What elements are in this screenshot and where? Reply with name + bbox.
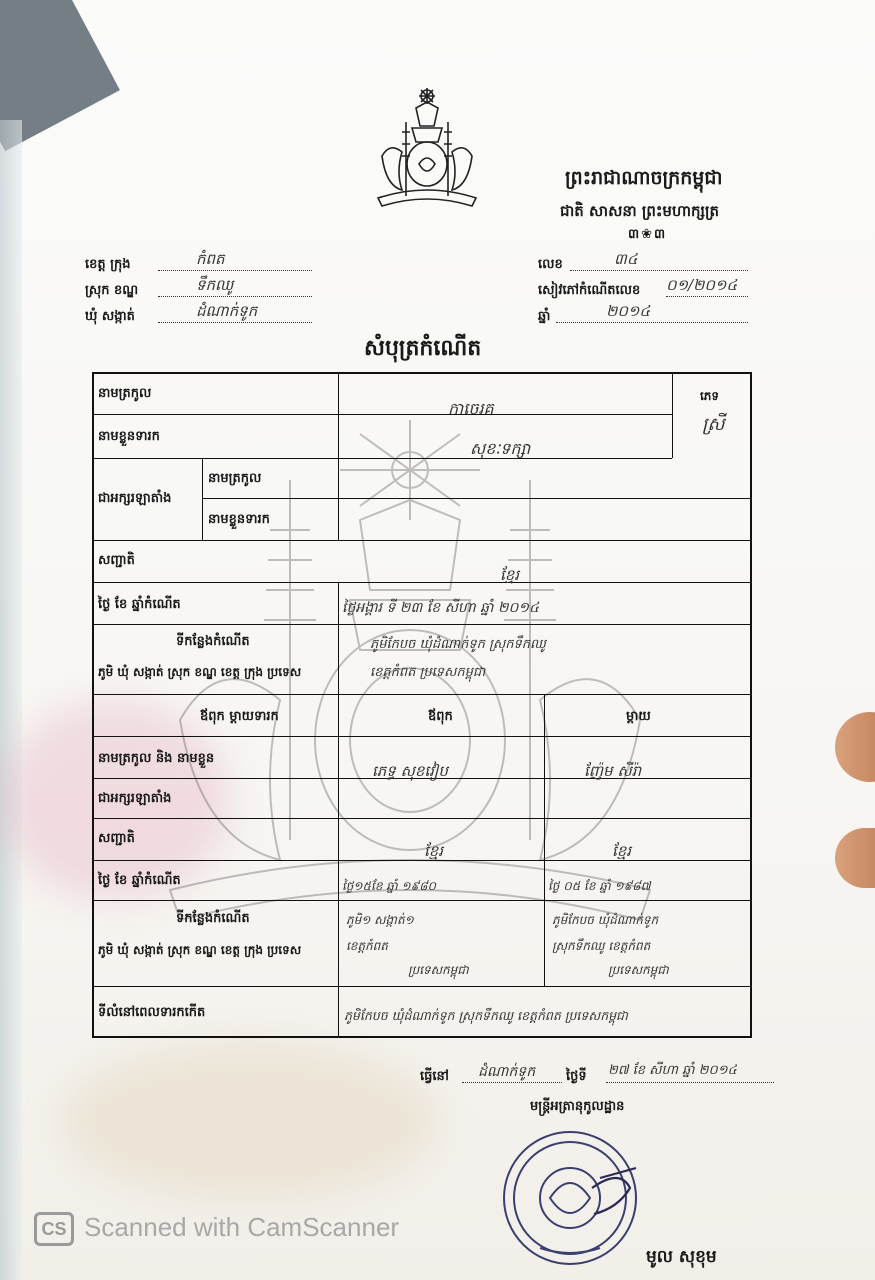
mother-pob-line1: ភូមិកែបច ឃុំដំណាក់ទូក <box>552 913 659 927</box>
province-value: កំពត <box>196 250 225 268</box>
residence-label: ទីលំនៅពេលទារកកើត <box>98 1005 206 1020</box>
parents-header-label: ឪពុក ម្តាយទារក <box>200 709 279 724</box>
row-divider <box>92 582 752 583</box>
page-edge-shadow <box>0 120 22 1280</box>
sex-label: ភេទ <box>700 389 720 403</box>
camscanner-logo-icon: CS <box>34 1212 74 1246</box>
date-label: ថ្ងៃទី <box>566 1069 587 1084</box>
col-divider <box>338 986 339 1038</box>
registry-number-value: ៣៤ <box>614 250 638 268</box>
registry-number-label: លេខ <box>538 257 563 272</box>
father-pob-line1: ភូមិ១ សង្កាត់១ <box>346 913 414 927</box>
registry-year-value: ២០១៤ <box>606 302 650 320</box>
child-surname-value: កាចេរគ <box>448 399 494 418</box>
col-divider <box>672 372 673 458</box>
sex-value: ស្រី <box>702 414 725 435</box>
registry-year-label: ឆ្នាំ <box>538 309 551 324</box>
child-latin-given-label: នាមខ្លួនទារក <box>208 512 270 527</box>
mother-name-value: ញ៉ែម សីរ៉ា <box>584 762 642 780</box>
row-divider <box>92 818 752 819</box>
child-pob-value-line1: ភូមិកែបច ឃុំដំណាក់ទូក ស្រុកទឹកឈូ <box>370 637 546 652</box>
child-nationality-label: សញ្ជាតិ <box>98 553 135 568</box>
province-label: ខេត្ត ក្រុង <box>85 257 131 272</box>
parent-dob-label: ថ្ងៃ ខែ ឆ្នាំកំណើត <box>98 873 181 888</box>
row-divider <box>92 860 752 861</box>
row-divider <box>92 624 752 625</box>
mother-dob-value: ថ្ងៃ ០៥ ខែ ឆ្នាំ ១៩៨៧ <box>548 879 651 893</box>
child-surname-label: នាមត្រកូល <box>98 386 152 401</box>
father-name-value: ភេទ្ធ សុខវៀប <box>372 762 448 780</box>
child-latin-label: ជាអក្សរឡាតាំង <box>98 491 172 506</box>
parent-nationality-label: សញ្ជាតិ <box>98 831 135 846</box>
child-nationality-value: ខ្មែរ <box>500 566 520 584</box>
kingdom-heading: ព្រះរាជាណាចក្រកម្ពុជា <box>565 167 723 189</box>
row-divider <box>92 986 752 987</box>
document-title: សំបុត្រកំណើត <box>364 336 482 361</box>
father-column-header: ឪពុក <box>428 709 453 724</box>
parent-pob-label: ទីកន្លែងកំណើត <box>176 911 250 926</box>
row-divider <box>202 498 752 499</box>
row-divider <box>92 900 752 901</box>
father-nationality-value: ខ្មែរ <box>424 842 444 860</box>
col-divider <box>338 372 339 540</box>
mother-pob-line3: ប្រទេសកម្ពុជា <box>608 963 669 977</box>
mother-pob-line2: ស្រុកទឹកឈូ ខេត្តកំពត <box>552 939 651 953</box>
row-divider <box>92 540 752 541</box>
residence-value: ភូមិកែបច ឃុំដំណាក់ទូក ស្រុកទឹកឈូ ខេត្តកំពត ប្រទេសកម្ពុជា <box>344 1008 628 1023</box>
father-pob-line3: ប្រទេសកម្ពុជា <box>408 963 469 977</box>
child-given-name-label: នាមខ្លួនទារក <box>98 429 160 444</box>
child-pob-value-line2: ខេត្តកំពត ប្រទេសកម្ពុជា <box>370 665 486 680</box>
child-dob-value: ថ្ងៃអង្គារ ទី ២៣ ខែ សីហា ឆ្នាំ ២០១៤ <box>342 600 539 616</box>
birth-book-value: ០១/២០១៤ <box>666 276 737 294</box>
made-at-value: ដំណាក់ទូក <box>478 1064 536 1080</box>
mother-nationality-value: ខ្មែរ <box>612 842 632 860</box>
father-pob-line2: ខេត្តកំពត <box>346 939 388 953</box>
row-divider <box>92 736 752 737</box>
row-divider <box>92 414 672 415</box>
child-given-name-value: សុខៈទក្សា <box>470 439 531 458</box>
paper-stain <box>60 1040 440 1200</box>
motto-line: ជាតិ សាសនា ព្រះមហាក្សត្រ <box>560 202 719 220</box>
finger-shadow <box>835 712 875 782</box>
commune-label: ឃុំ សង្កាត់ <box>85 309 135 324</box>
child-latin-surname-label: នាមត្រកូល <box>208 471 262 486</box>
camscanner-watermark-text: Scanned with CamScanner <box>84 1212 400 1242</box>
child-pob-label: ទីកន្លែងកំណើត <box>176 634 250 649</box>
finger-shadow <box>835 828 875 888</box>
row-divider <box>92 694 752 695</box>
registry-number-line <box>570 270 748 271</box>
commune-value: ដំណាក់ទូក <box>196 302 258 320</box>
mother-column-header: ម្តាយ <box>626 709 651 724</box>
district-label: ស្រុក ខណ្ឌ <box>85 283 139 298</box>
child-pob-sub-label: ភូមិ ឃុំ សង្កាត់ ស្រុក ខណ្ឌ ខេត្ត ក្រុង ប្រទេស <box>98 665 302 679</box>
official-seal-icon <box>500 1128 640 1268</box>
col-divider <box>338 694 339 986</box>
parent-name-label: នាមត្រកូល និង នាមខ្លួន <box>98 751 215 766</box>
made-at-label: ធ្វើនៅ <box>420 1069 449 1084</box>
col-divider <box>338 582 339 694</box>
father-dob-value: ថ្ងៃ១៥ខែ ឆ្នាំ ១៩៨០ <box>342 879 437 893</box>
child-dob-label: ថ្ងៃ ខែ ឆ្នាំកំណើត <box>98 597 181 612</box>
header-ornament: ៣❀៣ <box>628 227 668 242</box>
row-divider <box>92 458 672 459</box>
date-line <box>606 1082 774 1083</box>
royal-emblem-icon <box>372 86 482 210</box>
parent-pob-sub-label: ភូមិ ឃុំ សង្កាត់ ស្រុក ខណ្ឌ ខេត្ត ក្រុង ប្រទេស <box>98 943 302 957</box>
district-value: ទឹកឈូ <box>196 276 234 294</box>
registry-year-line <box>556 322 748 323</box>
birth-certificate-table <box>92 372 752 1038</box>
officer-name: មូល សុខុម <box>646 1247 717 1267</box>
officer-title: មន្ត្រីអត្រានុកូលដ្ឋាន <box>530 1099 625 1114</box>
col-divider <box>202 458 203 540</box>
date-value: ២៧ ខែ សីហា ឆ្នាំ ២០១៤ <box>608 1063 737 1078</box>
province-fill-line <box>158 270 312 271</box>
birth-book-label: សៀវភៅកំណើតលេខ <box>538 283 641 298</box>
district-fill-line <box>158 296 312 297</box>
col-divider <box>544 694 545 986</box>
parent-latin-label: ជាអក្សរឡាតាំង <box>98 791 172 806</box>
